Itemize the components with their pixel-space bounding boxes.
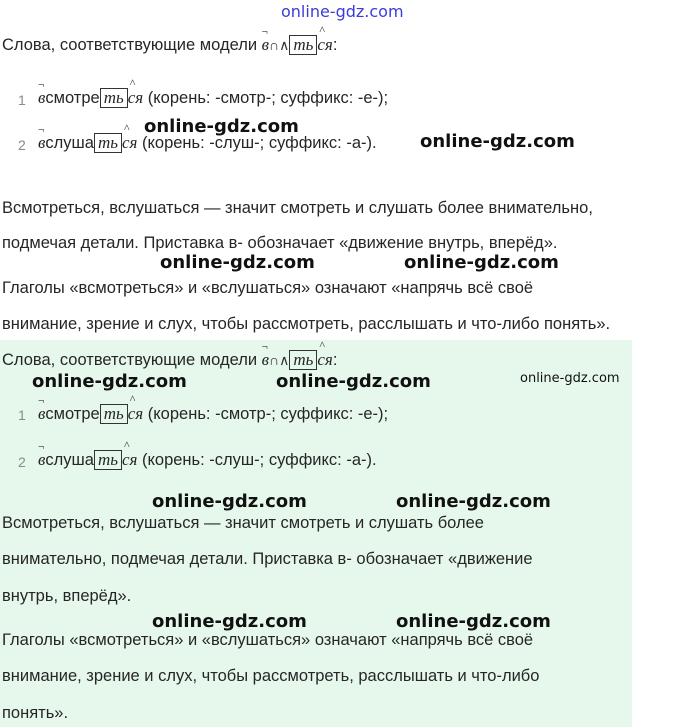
- word-suffix: ть: [94, 450, 122, 470]
- word-note: (корень: -смотр-; суффикс: -е-);: [147, 89, 389, 107]
- watermark: online-gdz.com: [404, 252, 559, 273]
- model-prefix: ¬ в: [261, 26, 270, 54]
- word-root: слуша: [45, 451, 94, 469]
- watermark-top: online-gdz.com: [281, 2, 404, 21]
- watermark: online-gdz.com: [160, 252, 315, 273]
- word-ending: ^ ся: [121, 121, 138, 152]
- word-note: (корень: -слуш-; суффикс: -а-).: [142, 134, 377, 152]
- word-root: смотре: [45, 89, 100, 107]
- word-root: смотре: [45, 405, 100, 423]
- paragraph-line: внимание, зрение и слух, чтобы рассмотреть, расслышать и что-либо понять».: [2, 315, 611, 333]
- model-colon: :: [332, 351, 338, 369]
- word-prefix: ¬ в: [38, 441, 46, 469]
- paragraph-line: Всмотреться, вслушаться — значит смотреть и слушать более: [2, 514, 484, 532]
- word-note: (корень: -смотр-; суффикс: -е-);: [147, 405, 389, 423]
- word-suffix: ть: [94, 133, 122, 153]
- model-root-arc: ∩∧: [269, 37, 290, 53]
- word-prefix: ¬ в: [38, 79, 46, 107]
- word-note: (корень: -слуш-; суффикс: -а-).: [142, 451, 377, 469]
- word-ending: ^ ся: [127, 392, 144, 423]
- list-number: 1: [18, 92, 26, 108]
- watermark: online-gdz.com: [152, 491, 307, 512]
- paragraph-line: Глаголы «всмотреться» и «вслушаться» означают «напрячь всё своё: [2, 279, 534, 297]
- paragraph-line: Всмотреться, вслушаться — значит смотреть и слушать более внимательно,: [2, 199, 593, 217]
- list-item: [38, 392, 389, 424]
- list-number: 2: [18, 454, 26, 470]
- model-heading: [2, 23, 338, 55]
- model-suffix: ть: [289, 35, 317, 55]
- word-ending: ^ ся: [121, 438, 138, 469]
- model-suffix: ть: [289, 350, 317, 370]
- model-colon: :: [332, 36, 338, 54]
- model-intro: Слова, соответствующие модели: [2, 351, 258, 369]
- word-prefix: ¬ в: [38, 395, 46, 423]
- model-ending: ^ ся: [317, 23, 333, 54]
- paragraph-line: внимание, зрение и слух, чтобы рассмотреть, расслышать и что-либо: [2, 667, 540, 685]
- model-prefix: ¬ в: [261, 341, 270, 369]
- word-ending: ^ ся: [127, 76, 144, 107]
- list-item: [38, 76, 389, 108]
- model-root-arc: ∩∧: [269, 352, 290, 368]
- watermark: online-gdz.com: [396, 611, 551, 632]
- word-root: слуша: [45, 134, 94, 152]
- paragraph-line: внимательно, подмечая детали. Приставка в- обозначает «движение: [2, 550, 533, 568]
- watermark: online-gdz.com: [144, 116, 299, 137]
- watermark: online-gdz.com: [152, 611, 307, 632]
- model-heading: [2, 338, 338, 370]
- watermark: online-gdz.com: [396, 491, 551, 512]
- word-suffix: ть: [100, 88, 128, 108]
- paragraph-line: внутрь, вперёд».: [2, 587, 132, 605]
- list-item: [38, 438, 377, 470]
- watermark: online-gdz.com: [32, 371, 187, 392]
- watermark: online-gdz.com: [276, 371, 431, 392]
- paragraph-line: подмечая детали. Приставка в- обозначает «движение внутрь, вперёд».: [2, 234, 558, 252]
- paragraph-line: понять».: [2, 704, 69, 722]
- word-suffix: ть: [100, 404, 128, 424]
- model-intro: Слова, соответствующие модели: [2, 36, 258, 54]
- paragraph-line: Глаголы «всмотреться» и «вслушаться» означают «напрячь всё своё: [2, 631, 534, 649]
- watermark-small: online-gdz.com: [520, 371, 620, 386]
- list-number: 1: [18, 407, 26, 423]
- model-ending: ^ ся: [317, 338, 333, 369]
- word-prefix: ¬ в: [38, 124, 46, 152]
- list-number: 2: [18, 137, 26, 153]
- watermark: online-gdz.com: [420, 131, 575, 152]
